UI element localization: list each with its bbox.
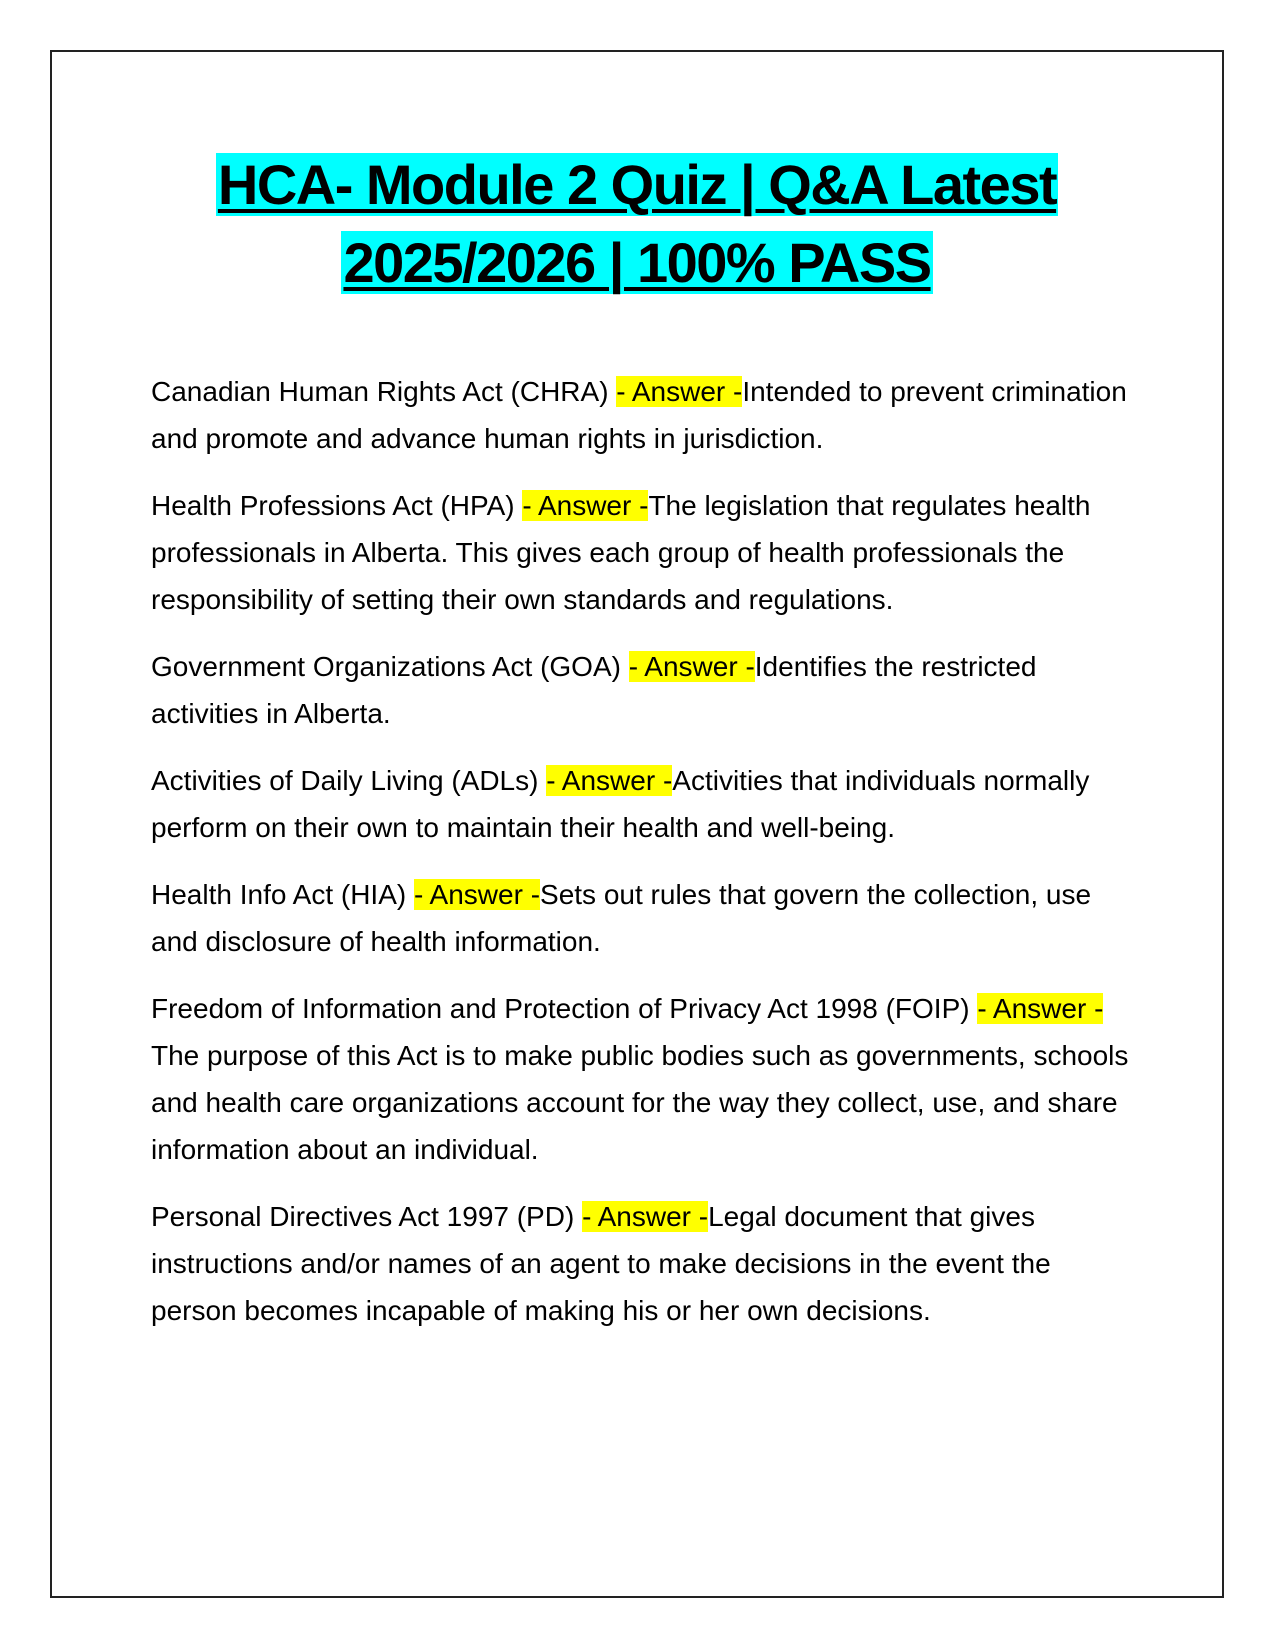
entry-term: Canadian Human Rights Act (CHRA): [151, 376, 617, 407]
qa-entry-chra: [151, 368, 1141, 462]
entry-definition: Legal document that gives instructions and/or names of an agent to make decisions in the event the person becomes incapable of making his or her own decisions.: [151, 1201, 1051, 1326]
qa-entry-pd: [151, 1193, 1141, 1334]
answer-marker: - Answer -: [977, 993, 1104, 1024]
qa-entry-adls: [151, 757, 1141, 851]
answer-marker: - Answer -: [546, 765, 673, 796]
title-line-2: 2025/2026 | 100% PASS: [343, 231, 931, 294]
qa-entries: [151, 368, 1141, 1354]
qa-entry-foip: [151, 985, 1141, 1173]
document-title: [52, 146, 1222, 302]
entry-definition: Identifies the restricted activities in Alberta.: [151, 651, 1037, 729]
qa-entry-goa: [151, 643, 1141, 737]
entry-term: Health Professions Act (HPA): [151, 490, 523, 521]
entry-definition: The legislation that regulates health professionals in Alberta. This gives each group of health professionals the responsibility of setting their own standards and regulations.: [151, 490, 1091, 615]
answer-marker: - Answer -: [582, 1201, 709, 1232]
entry-term: Health Info Act (HIA): [151, 879, 414, 910]
entry-term: Freedom of Information and Protection of Privacy Act 1998 (FOIP): [151, 993, 978, 1024]
entry-definition: Intended to prevent crimination and promote and advance human rights in jurisdiction.: [151, 376, 1127, 454]
entry-definition: Activities that individuals normally perform on their own to maintain their health and well-being.: [151, 765, 1090, 843]
qa-entry-hpa: [151, 482, 1141, 623]
entry-term: Activities of Daily Living (ADLs): [151, 765, 547, 796]
answer-marker: - Answer -: [628, 651, 755, 682]
answer-marker: - Answer -: [616, 376, 743, 407]
entry-term: Government Organizations Act (GOA): [151, 651, 629, 682]
entry-definition: Sets out rules that govern the collection, use and disclosure of health information.: [151, 879, 1092, 957]
answer-marker: - Answer -: [522, 490, 649, 521]
title-line-1: HCA- Module 2 Quiz | Q&A Latest: [217, 153, 1057, 216]
qa-entry-hia: [151, 871, 1141, 965]
entry-term: Personal Directives Act 1997 (PD): [151, 1201, 583, 1232]
entry-definition: The purpose of this Act is to make public bodies such as governments, schools and health care organizations account for the way they collect, use, and share information about an individual.: [151, 1040, 1129, 1165]
answer-marker: - Answer -: [414, 879, 541, 910]
